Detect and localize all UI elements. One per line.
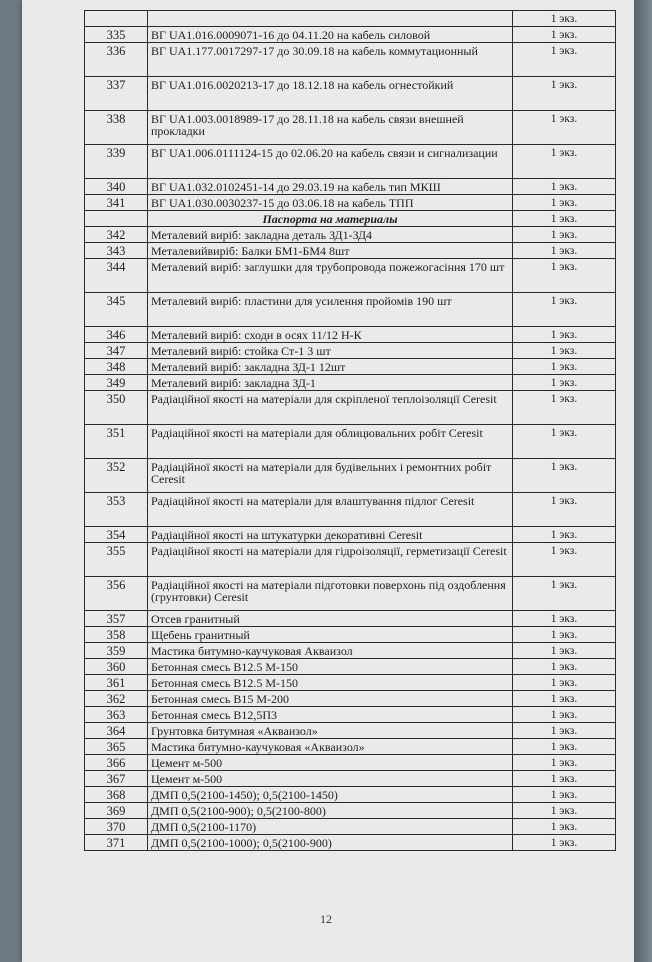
table-row [85,771,616,787]
row-number-cell: 338 [85,111,148,145]
table-row [85,195,616,211]
item-name-cell: ДМП 0,5(2100-1000); 0,5(2100-900) [148,835,513,851]
item-name-cell: Радіаційної якості на матеріали підготовки поверхонь під оздоблення (грунтовки) Ceresit [148,577,513,611]
quantity-cell: 1 экз. [513,659,616,675]
row-number-cell [85,211,148,227]
quantity-cell: 1 экз. [513,195,616,211]
row-number-cell [85,11,148,27]
quantity-cell: 1 экз. [513,459,616,493]
row-number-cell: 336 [85,43,148,77]
quantity-cell: 1 экз. [513,375,616,391]
item-name-cell: Бетонная смесь В12.5 М-150 [148,675,513,691]
item-name-cell: Радіаційної якості на матеріали для гідроізоляції, герметизації Ceresit [148,543,513,577]
item-name-cell: Щебень гранитный [148,627,513,643]
table-row [85,179,616,195]
table-row [85,527,616,543]
item-name-cell: Бетонная смесь В12.5 М-150 [148,659,513,675]
item-name-cell: ВГ UA1.006.0111124-15 до 02.06.20 на кабель связи и сигнализации [148,145,513,179]
row-number-cell: 365 [85,739,148,755]
table-row [85,425,616,459]
item-name-cell: ВГ UA1.016.0020213-17 до 18.12.18 на кабель огнестойкий [148,77,513,111]
quantity-cell: 1 экз. [513,739,616,755]
row-number-cell: 349 [85,375,148,391]
table-row [85,611,616,627]
row-number-cell: 343 [85,243,148,259]
row-number-cell: 366 [85,755,148,771]
item-name-cell: Металевийвиріб: Балки БМ1-БМ4 8шт [148,243,513,259]
row-number-cell: 359 [85,643,148,659]
quantity-cell: 1 экз. [513,755,616,771]
row-number-cell: 342 [85,227,148,243]
table-row [85,227,616,243]
item-name-cell: Грунтовка битумная «Акваизол» [148,723,513,739]
row-number-cell: 335 [85,27,148,43]
item-name-cell: Паспорта на материалы [148,211,513,227]
quantity-cell: 1 экз. [513,675,616,691]
table-row [85,755,616,771]
item-name-cell: Металевий виріб: закладна ЗД-1 12шт [148,359,513,375]
item-name-cell: Бетонная смесь В12,5П3 [148,707,513,723]
quantity-cell: 1 экз. [513,627,616,643]
row-number-cell: 353 [85,493,148,527]
item-name-cell: ВГ UA1.003.0018989-17 до 28.11.18 на кабель связи внешней прокладки [148,111,513,145]
table-row [85,675,616,691]
row-number-cell: 341 [85,195,148,211]
item-name-cell: Цемент м-500 [148,755,513,771]
table-row [85,293,616,327]
table-row [85,803,616,819]
item-name-cell: ВГ UA1.032.0102451-14 до 29.03.19 на кабель тип МКШ [148,179,513,195]
row-number-cell: 345 [85,293,148,327]
table-row [85,723,616,739]
item-name-cell: Металевий виріб: закладна деталь ЗД1-ЗД4 [148,227,513,243]
row-number-cell: 368 [85,787,148,803]
row-number-cell: 347 [85,343,148,359]
item-name-cell: Радіаційної якості на матеріали для облицювальних робіт Ceresit [148,425,513,459]
table-row [85,787,616,803]
quantity-cell: 1 экз. [513,707,616,723]
document-table [84,10,616,851]
quantity-cell: 1 экз. [513,611,616,627]
quantity-cell: 1 экз. [513,43,616,77]
table-row [85,77,616,111]
row-number-cell: 344 [85,259,148,293]
table-row [85,327,616,343]
item-name-cell: ВГ UA1.177.0017297-17 до 30.09.18 на кабель коммутационный [148,43,513,77]
table-row [85,459,616,493]
table-row [85,707,616,723]
item-name-cell: ВГ UA1.030.0030237-15 до 03.06.18 на кабель ТПП [148,195,513,211]
table-row [85,691,616,707]
item-name-cell: Металевий виріб: сходи в осях 11/12 Н-К [148,327,513,343]
quantity-cell: 1 экз. [513,293,616,327]
quantity-cell: 1 экз. [513,803,616,819]
table-body [85,11,616,851]
row-number-cell: 358 [85,627,148,643]
table-row [85,11,616,27]
quantity-cell: 1 экз. [513,145,616,179]
quantity-cell: 1 экз. [513,211,616,227]
quantity-cell: 1 экз. [513,77,616,111]
quantity-cell: 1 экз. [513,27,616,43]
quantity-cell: 1 экз. [513,835,616,851]
row-number-cell: 362 [85,691,148,707]
quantity-cell: 1 экз. [513,227,616,243]
quantity-cell: 1 экз. [513,723,616,739]
table-row [85,27,616,43]
item-name-cell: Радіаційної якості на матеріали для будівельних і ремонтних робіт Ceresit [148,459,513,493]
table-row [85,739,616,755]
table-row [85,359,616,375]
table-row [85,577,616,611]
row-number-cell: 351 [85,425,148,459]
quantity-cell: 1 экз. [513,327,616,343]
item-name-cell: Радіаційної якості на матеріали для влаштування підлог Ceresit [148,493,513,527]
quantity-cell: 1 экз. [513,691,616,707]
item-name-cell: Цемент м-500 [148,771,513,787]
row-number-cell: 340 [85,179,148,195]
quantity-cell: 1 экз. [513,111,616,145]
table-row [85,375,616,391]
row-number-cell: 363 [85,707,148,723]
item-name-cell: Металевий виріб: закладна ЗД-1 [148,375,513,391]
quantity-cell: 1 экз. [513,577,616,611]
row-number-cell: 354 [85,527,148,543]
section-header-row [85,211,616,227]
item-name-cell: ВГ UA1.016.0009071-16 до 04.11.20 на кабель силовой [148,27,513,43]
row-number-cell: 350 [85,391,148,425]
row-number-cell: 357 [85,611,148,627]
item-name-cell: Радіаційної якості на штукатурки декоративні Ceresit [148,527,513,543]
quantity-cell: 1 экз. [513,527,616,543]
row-number-cell: 361 [85,675,148,691]
row-number-cell: 352 [85,459,148,493]
document-page [22,0,634,962]
quantity-cell: 1 экз. [513,787,616,803]
table-row [85,391,616,425]
row-number-cell: 348 [85,359,148,375]
row-number-cell: 371 [85,835,148,851]
item-name-cell [148,11,513,27]
item-name-cell: Мастика битумно-каучуковая Акваизол [148,643,513,659]
row-number-cell: 356 [85,577,148,611]
quantity-cell: 1 экз. [513,11,616,27]
quantity-cell: 1 экз. [513,343,616,359]
item-name-cell: Бетонная смесь В15 М-200 [148,691,513,707]
quantity-cell: 1 экз. [513,771,616,787]
table-row [85,543,616,577]
row-number-cell: 346 [85,327,148,343]
table-row [85,643,616,659]
quantity-cell: 1 экз. [513,819,616,835]
quantity-cell: 1 экз. [513,391,616,425]
quantity-cell: 1 экз. [513,643,616,659]
item-name-cell: Мастика битумно-каучуковая «Акваизол» [148,739,513,755]
table-row [85,145,616,179]
row-number-cell: 370 [85,819,148,835]
row-number-cell: 369 [85,803,148,819]
item-name-cell: Металевий виріб: стойка Ст-1 3 шт [148,343,513,359]
table-row [85,835,616,851]
row-number-cell: 367 [85,771,148,787]
item-name-cell: ДМП 0,5(2100-1170) [148,819,513,835]
page-number: 12 [320,912,332,926]
row-number-cell: 364 [85,723,148,739]
row-number-cell: 360 [85,659,148,675]
table-row [85,493,616,527]
table-row [85,627,616,643]
table-row [85,111,616,145]
item-name-cell: Отсев гранитный [148,611,513,627]
quantity-cell: 1 экз. [513,243,616,259]
item-name-cell: Металевий виріб: заглушки для трубопровода пожежогасіння 170 шт [148,259,513,293]
row-number-cell: 337 [85,77,148,111]
table-row [85,43,616,77]
item-name-cell: ДМП 0,5(2100-900); 0,5(2100-800) [148,803,513,819]
quantity-cell: 1 экз. [513,179,616,195]
table-row [85,343,616,359]
page-edge-shadow [634,0,652,962]
row-number-cell: 339 [85,145,148,179]
quantity-cell: 1 экз. [513,493,616,527]
item-name-cell: ДМП 0,5(2100-1450); 0,5(2100-1450) [148,787,513,803]
item-name-cell: Металевий виріб: пластини для усилення пройомів 190 шт [148,293,513,327]
table-row [85,243,616,259]
quantity-cell: 1 экз. [513,543,616,577]
quantity-cell: 1 экз. [513,359,616,375]
quantity-cell: 1 экз. [513,425,616,459]
item-name-cell: Радіаційної якості на матеріали для скріпленої теплоізоляції Ceresit [148,391,513,425]
row-number-cell: 355 [85,543,148,577]
table-row [85,819,616,835]
table-row [85,259,616,293]
table-row [85,659,616,675]
quantity-cell: 1 экз. [513,259,616,293]
